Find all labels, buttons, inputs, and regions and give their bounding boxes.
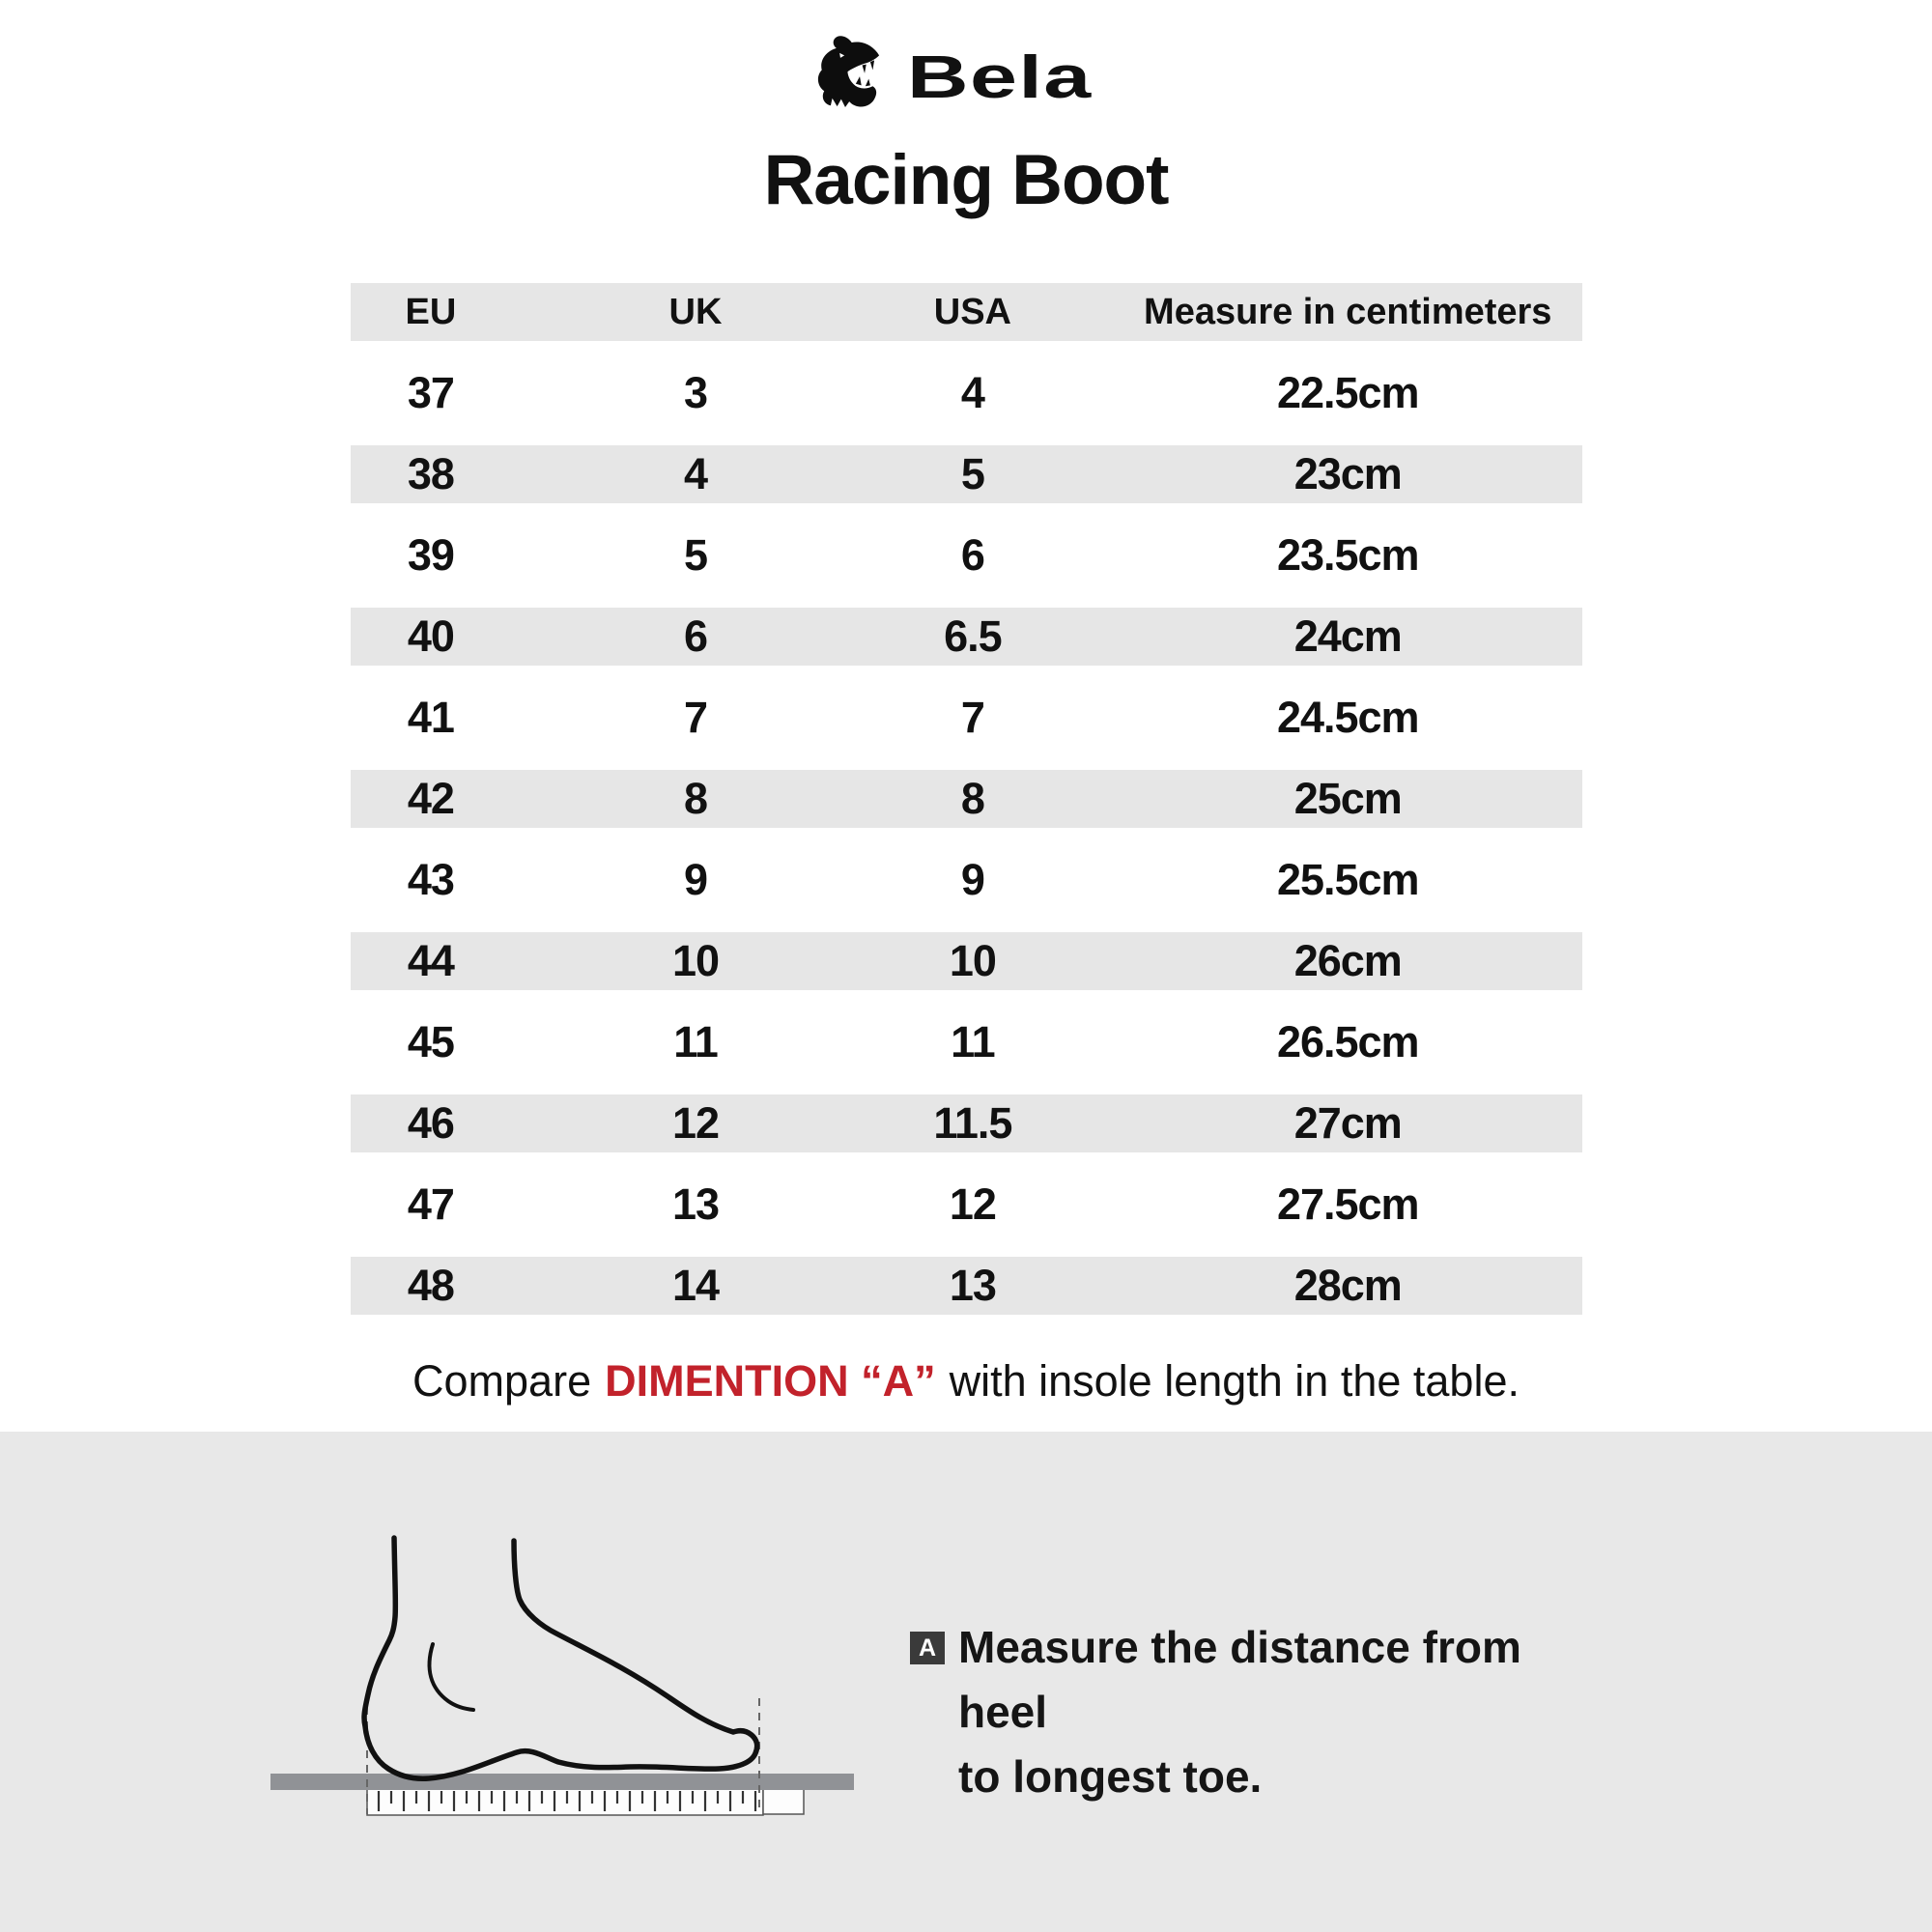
brand-name: Bela (907, 43, 1093, 111)
cell-usa: 6.5 (944, 611, 1002, 661)
measure-instruction (958, 1615, 1577, 1809)
cell-usa: 12 (949, 1179, 996, 1229)
cell-uk: 3 (683, 368, 708, 417)
table-row (351, 1176, 1582, 1234)
cell-usa: 5 (960, 449, 984, 498)
cell-usa: 6 (960, 530, 984, 580)
cell-measure: 22.5cm (1276, 368, 1419, 417)
measure-instruction-line1: Measure the distance from heel (958, 1622, 1521, 1737)
cell-usa: 9 (960, 855, 984, 904)
ankle-curve (430, 1644, 473, 1710)
cell-uk: 11 (673, 1017, 718, 1066)
cell-measure: 27cm (1293, 1098, 1402, 1148)
cell-usa: 4 (960, 368, 984, 417)
cell-uk: 9 (683, 855, 708, 904)
cell-measure: 24.5cm (1276, 693, 1419, 742)
table-row (351, 608, 1582, 666)
cell-measure: 28cm (1293, 1261, 1402, 1310)
cell-eu: 44 (407, 936, 454, 985)
cell-uk: 12 (671, 1098, 720, 1148)
column-header-eu: EU (405, 292, 457, 332)
cell-usa: 13 (949, 1261, 996, 1310)
compare-note-highlight: DIMENTION “A” (605, 1356, 936, 1406)
column-header-measure: Measure in centimeters (1144, 292, 1552, 332)
cell-uk: 6 (683, 611, 708, 661)
foot-outline (364, 1538, 757, 1778)
cell-measure: 25.5cm (1276, 855, 1419, 904)
cell-eu: 42 (407, 774, 454, 823)
ruler-end-box (763, 1789, 804, 1814)
cell-usa: 8 (960, 774, 984, 823)
table-row (351, 526, 1582, 584)
cell-usa: 11 (951, 1017, 995, 1066)
cell-measure: 23.5cm (1276, 530, 1419, 580)
cell-uk: 10 (671, 936, 720, 985)
cell-eu: 39 (407, 530, 454, 580)
brand-logo (0, 33, 1932, 122)
cell-usa: 10 (949, 936, 996, 985)
table-row (351, 364, 1582, 422)
cell-eu: 45 (407, 1017, 454, 1066)
cell-usa: 11.5 (933, 1098, 1012, 1148)
ruler (367, 1786, 763, 1815)
compare-note (0, 1350, 1932, 1412)
cell-uk: 5 (683, 530, 708, 580)
cell-measure: 26.5cm (1276, 1017, 1419, 1066)
size-conversion-table (351, 283, 1582, 1315)
cell-uk: 7 (683, 693, 708, 742)
measure-instruction-line2: to longest toe. (958, 1751, 1263, 1802)
cell-uk: 8 (683, 774, 708, 823)
bear-icon (805, 33, 895, 122)
foot-measure-diagram (174, 1449, 908, 1932)
dimension-a-badge: A (910, 1632, 945, 1664)
compare-note-suffix: with insole length in the table. (949, 1356, 1520, 1406)
table-row (351, 932, 1582, 990)
table-row (351, 1257, 1582, 1315)
cell-uk: 14 (671, 1261, 720, 1310)
cell-eu: 40 (407, 611, 454, 661)
ground-bar (270, 1774, 854, 1790)
table-row (351, 770, 1582, 828)
cell-eu: 43 (407, 855, 454, 904)
column-header-usa: USA (933, 292, 1011, 332)
cell-usa: 7 (960, 693, 984, 742)
compare-note-prefix: Compare (412, 1356, 592, 1406)
table-row (351, 1013, 1582, 1071)
cell-uk: 4 (683, 449, 708, 498)
table-header-row (351, 283, 1582, 341)
cell-eu: 46 (407, 1098, 454, 1148)
cell-eu: 48 (407, 1261, 454, 1310)
cell-measure: 26cm (1293, 936, 1402, 985)
cell-measure: 27.5cm (1276, 1179, 1419, 1229)
table-row (351, 445, 1582, 503)
cell-eu: 38 (407, 449, 454, 498)
cell-eu: 37 (407, 368, 454, 417)
table-row (351, 851, 1582, 909)
cell-uk: 13 (671, 1179, 720, 1229)
page-title: Racing Boot (763, 141, 1169, 219)
cell-measure: 23cm (1293, 449, 1402, 498)
table-row (351, 1094, 1582, 1152)
column-header-uk: UK (668, 292, 723, 332)
cell-eu: 47 (407, 1179, 454, 1229)
table-row (351, 689, 1582, 747)
cell-measure: 24cm (1293, 611, 1402, 661)
cell-eu: 41 (407, 693, 454, 742)
cell-measure: 25cm (1293, 774, 1402, 823)
